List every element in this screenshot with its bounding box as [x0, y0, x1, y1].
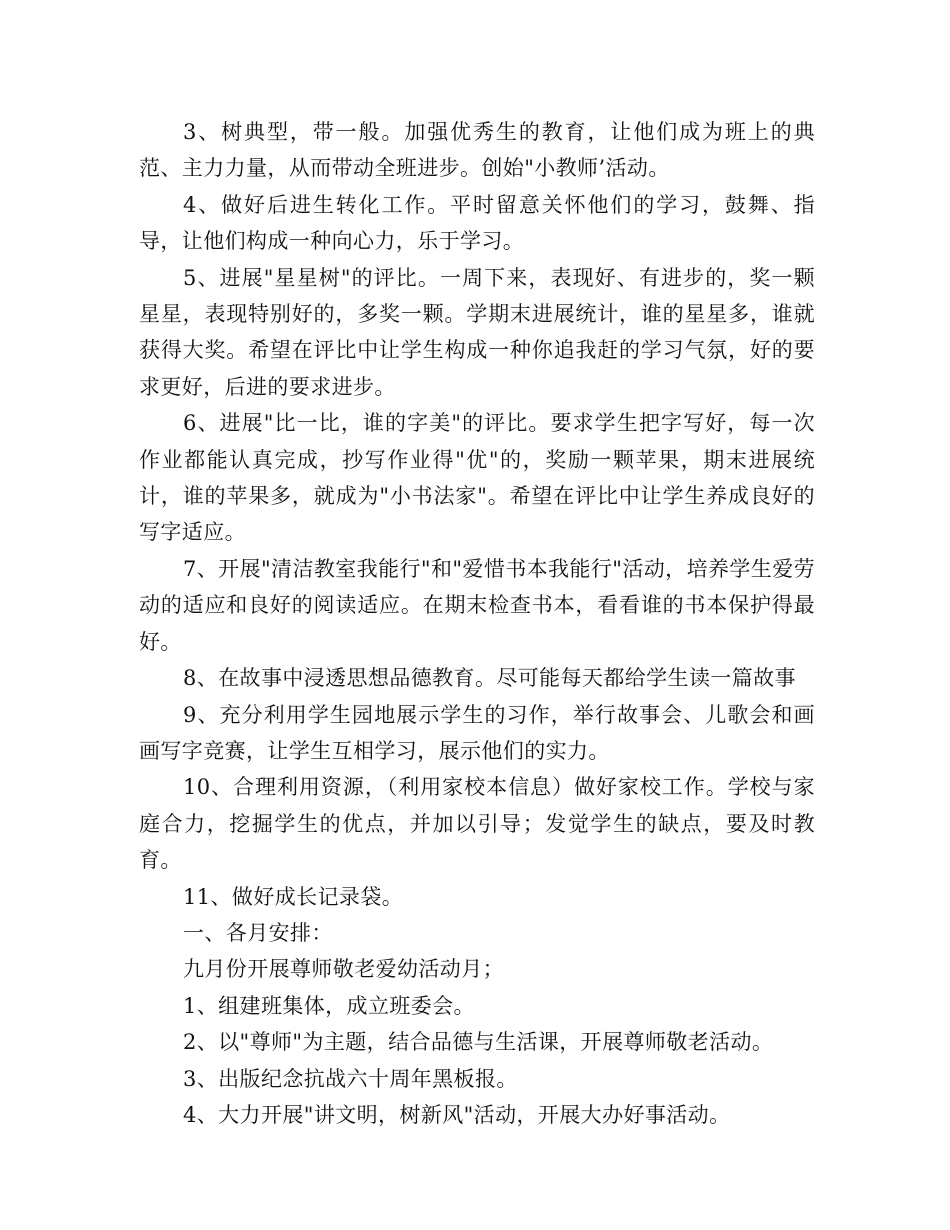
- paragraph-item-11: 11、做好成长记录袋。: [183, 884, 404, 909]
- paragraph-item-6: 6、进展"比一比，谁的字美"的评比。要求学生把字写好，每一次作业都能认真完成，抄写作业得"优"的，奖励一颗苹果，期末进展统计，谁的苹果多，就成为"小书法家"。希望在评比中让学生养成良好的写字适应。: [139, 411, 815, 545]
- paragraph-item-4: 4、做好后进生转化工作。平时留意关怀他们的学习，鼓舞、指导，让他们构成一种向心力，乐于学习。: [139, 192, 815, 254]
- document-body: [139, 114, 815, 1133]
- september-item-1: 1、组建班集体，成立班委会。: [183, 993, 475, 1018]
- paragraph-item-8: 8、在故事中浸透思想品德教育。尽可能每天都给学生读一篇故事: [183, 666, 796, 691]
- paragraph-item-5: 5、进展"星星树"的评比。一周下来，表现好、有进步的，奖一颗星星，表现特别好的，多奖一颗。学期末进展统计，谁的星星多，谁就获得大奖。希望在评比中让学生构成一种你追我赶的学习气氛，好的要求更好，后进的要求进步。: [139, 265, 815, 399]
- paragraph-item-3: 3、树典型，带一般。加强优秀生的教育，让他们成为班上的典范、主力力量，从而带动全班进步。创始"小教师’活动。: [139, 120, 815, 181]
- september-item-4: 4、大力开展"讲文明，树新风"活动，开展大办好事活动。: [183, 1102, 731, 1127]
- september-item-3: 3、出版纪念抗战六十周年黑板报。: [183, 1066, 518, 1091]
- section-heading-monthly-plan: 一、各月安排：: [183, 920, 333, 945]
- september-theme: 九月份开展尊师敬老爱幼活动月；: [183, 957, 504, 982]
- september-item-2: 2、以"尊师"为主题，结合品德与生活课，开展尊师敬老活动。: [183, 1030, 774, 1055]
- paragraph-item-10: 10、合理利用资源，（利用家校本信息）做好家校工作。学校与家庭合力，挖掘学生的优点，并加以引导；发觉学生的缺点，要及时教育。: [139, 775, 815, 873]
- paragraph-item-7: 7、开展"清洁教室我能行"和"爱惜书本我能行"活动，培养学生爱劳动的适应和良好的阅读适应。在期末检查书本，看看谁的书本保护得最好。: [139, 556, 815, 654]
- paragraph-item-9: 9、充分利用学生园地展示学生的习作，举行故事会、儿歌会和画画写字竞赛，让学生互相学习，展示他们的实力。: [139, 702, 815, 763]
